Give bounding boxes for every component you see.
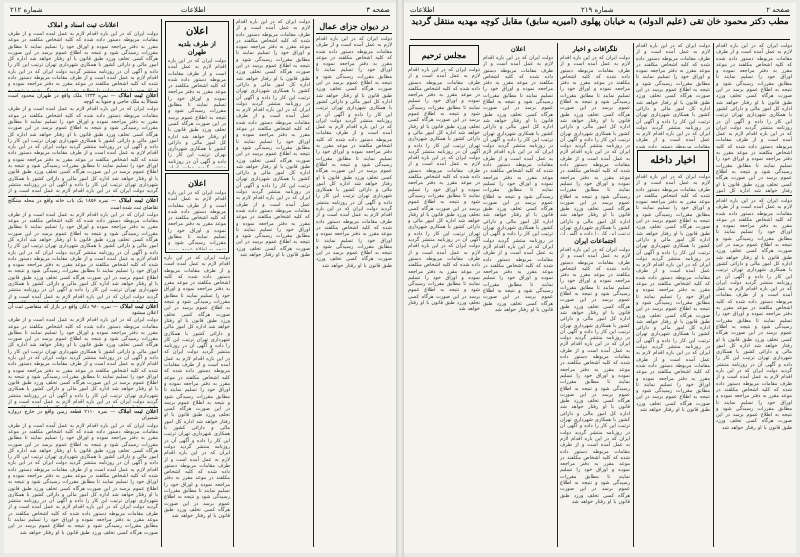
notice-box [165,173,229,253]
article-text [8,423,158,536]
ads-heading: اعلانات ثبت اسناد و املاک [47,21,119,29]
page-number: صفحه ۳ [366,6,390,14]
page-folio [410,5,790,16]
article-text [316,36,392,269]
notice-box [165,21,229,171]
headline: در دیوان جزای عمال [319,21,389,31]
column [236,19,310,547]
memorial-notice [409,45,479,65]
column [716,43,792,547]
page-gutter [396,0,404,557]
ad-item: اعلان ثبت املاک — نمره ۱۸۵۶ یک باب خانه واقع در محله سنگلج تقاضای ثبت شده است [8,198,158,211]
notice-title: اعلان [185,26,209,37]
ad-item: اعلان ثبت املاک — نمره ۹۸۰ دکان واقع در بازار که متقاضی ثبت آن اعلان میشود [8,303,158,317]
headline: اعلان [510,45,526,53]
article-text [636,43,710,148]
article-text [164,255,230,519]
article-text [236,19,310,258]
column [560,43,630,547]
article-text [716,43,792,193]
section-box [637,150,709,172]
article-text [8,106,158,196]
column [636,43,710,547]
banner-headline: مطب دکتر محمود خان تقی (علیم الدوله) به خیابان پهلوی (امیریه سابق) مقابل کوچه مهدیه منتقل گردید [410,17,790,40]
column [316,19,392,547]
column [8,19,158,547]
memorial-title: مجلس ترحیم [421,50,467,60]
article-text [636,174,710,413]
headline: اجتماعات ایران [574,237,616,245]
article-text [8,212,158,302]
notice-title: اعلان [188,178,206,188]
article-text [560,55,630,235]
paper-name: اطلاعات [410,6,435,14]
column [164,19,230,547]
article-text [8,317,158,407]
notice-text [168,190,226,250]
newspaper-page-2 [404,3,796,553]
page-folio [10,5,390,16]
headline: تلگرافات و اخبار [572,45,618,53]
notice-subtitle: از طرف بلدیه طهران [178,40,216,56]
paper-name: اطلاعات [181,6,206,14]
column [408,43,554,547]
ad-item: اعلان ثبت املاک — نمره ۲۱۱۰ قطعه زمین واقع در خارج دروازه شمیران [8,409,158,422]
article-text [483,55,553,455]
article-text [408,67,480,447]
article-text [716,198,792,431]
newspaper-page-3 [4,3,396,553]
article-text [8,31,158,91]
article-text [560,247,630,505]
notice-text [168,58,226,168]
issue-number: شماره ۲۱۹ [581,6,614,14]
issue-number: شماره ۲۱۲ [10,6,43,14]
page-number: صفحه ۲ [766,6,790,14]
section-heading: اخبار داخله [650,155,696,166]
ad-item: اعلان ثبت املاک — نمره ۱۲۳۴ ملک واقع در طهران محدود است شمالاً به ملک حاجی و جنوباً به کوچه [8,93,158,106]
